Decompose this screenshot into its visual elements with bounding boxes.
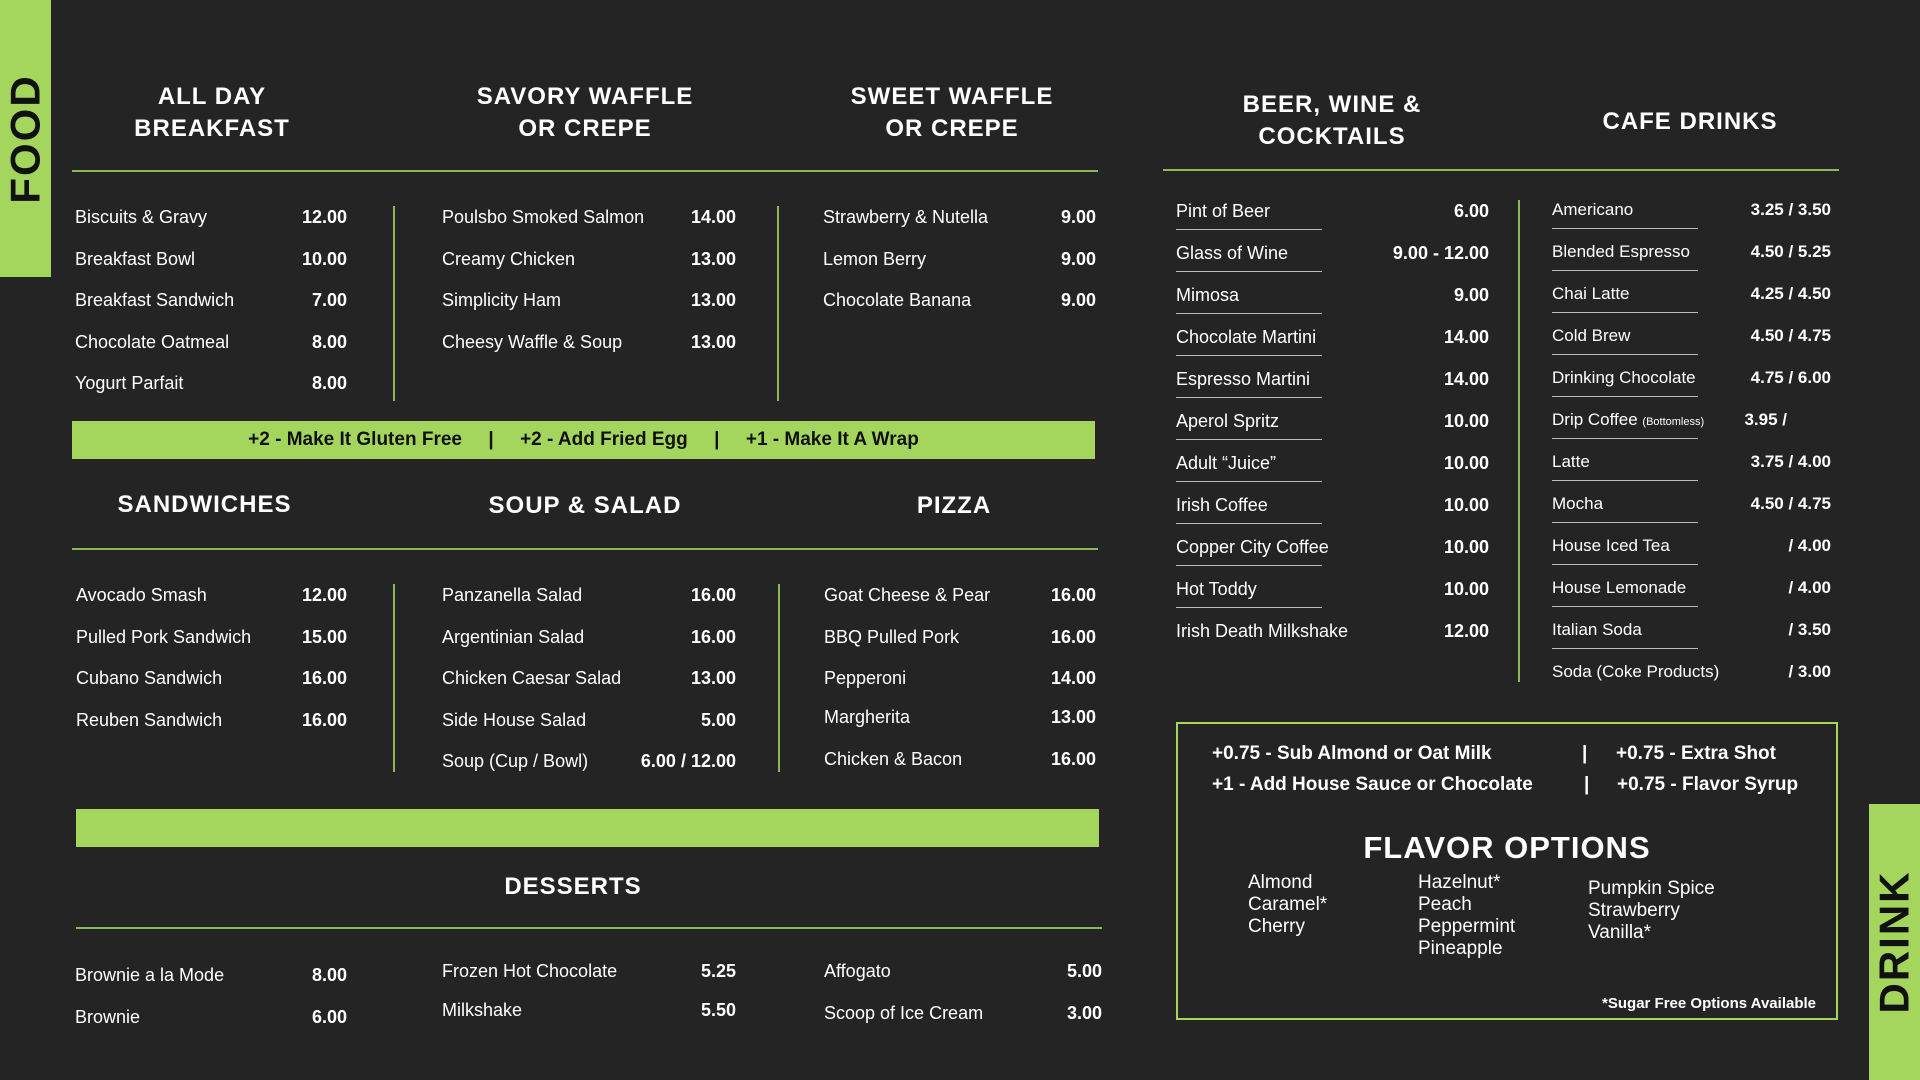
list-item: Chocolate Oatmeal 8.00	[75, 331, 347, 352]
list-beer-wine	[1176, 200, 1489, 662]
list-item: Drinking Chocolate 4.75 / 6.00	[1552, 367, 1831, 409]
list-item: Blended Espresso 4.50 / 5.25	[1552, 241, 1831, 283]
list-item: Chai Latte 4.25 / 4.50	[1552, 283, 1831, 325]
green-banner	[76, 809, 1099, 847]
flavor-item: Cherry	[1248, 916, 1306, 937]
heading-soup-salad: SOUP & SALAD	[488, 492, 682, 519]
list-item: Italian Soda / 3.50	[1552, 619, 1831, 661]
divider-desserts	[76, 927, 1102, 929]
heading-cafe-drinks: CAFE DRINKS	[1602, 108, 1778, 135]
list-desserts-2	[442, 960, 736, 1041]
drink-addons-box	[1176, 722, 1838, 1020]
list-item: Cold Brew 4.50 / 4.75	[1552, 325, 1831, 367]
list-item: Side House Salad 5.00	[442, 709, 736, 730]
list-item: Strawberry & Nutella 9.00	[823, 207, 1096, 227]
list-item: Espresso Martini 14.00	[1176, 368, 1489, 410]
list-item: Hot Toddy 10.00	[1176, 578, 1489, 620]
list-cafe-drinks	[1552, 199, 1831, 703]
addon-milk: +0.75 - Sub Almond or Oat Milk	[1212, 743, 1492, 764]
column-divider	[778, 584, 780, 772]
addon-flavor-syrup: +0.75 - Flavor Syrup	[1617, 774, 1799, 795]
list-item: Yogurt Parfait 8.00	[75, 373, 347, 393]
list-item: Americano 3.25 / 3.50	[1552, 199, 1831, 241]
list-item: Creamy Chicken 13.00	[442, 248, 736, 269]
flavor-item: Caramel*	[1248, 894, 1328, 915]
column-divider	[393, 206, 395, 401]
food-tab: FOOD	[0, 0, 51, 277]
list-item: Milkshake 5.50	[442, 1000, 736, 1020]
list-item: Cubano Sandwich 16.00	[76, 668, 347, 688]
list-pizza	[824, 584, 1096, 789]
list-item: Copper City Coffee 10.00	[1176, 536, 1489, 578]
addon-separator: |	[1582, 743, 1588, 764]
list-item: Irish Death Milkshake 12.00	[1176, 621, 1489, 641]
list-item: Cheesy Waffle & Soup 13.00	[442, 331, 736, 352]
list-item: Reuben Sandwich 16.00	[76, 709, 347, 730]
list-item: Avocado Smash 12.00	[76, 585, 347, 605]
list-item: Mocha 4.50 / 4.75	[1552, 493, 1831, 535]
list-soup-salad	[442, 584, 736, 792]
heading-savory: SAVORY WAFFLE OR CREPE	[476, 83, 694, 142]
divider-drinks	[1163, 169, 1839, 171]
flavor-column-2	[1418, 872, 1515, 960]
list-item: BBQ Pulled Pork 16.00	[824, 626, 1096, 647]
list-item: Adult “Juice” 10.00	[1176, 452, 1489, 494]
heading-beer-wine: BEER, WINE & COCKTAILS	[1242, 91, 1422, 150]
list-item: Brownie a la Mode 8.00	[75, 965, 347, 985]
list-desserts-3	[824, 960, 1102, 1043]
heading-sandwiches: SANDWICHES	[117, 491, 292, 518]
addon-extra-shot: +0.75 - Extra Shot	[1616, 743, 1776, 764]
column-divider	[1518, 200, 1520, 682]
list-item: Chocolate Martini 14.00	[1176, 326, 1489, 368]
list-item: Pulled Pork Sandwich 15.00	[76, 626, 347, 647]
flavor-item: Pineapple	[1418, 938, 1503, 959]
list-item: Panzanella Salad 16.00	[442, 585, 736, 605]
flavor-item: Vanilla*	[1588, 922, 1652, 943]
list-item: Margherita 13.00	[824, 707, 1096, 727]
flavor-item: Peach	[1418, 894, 1472, 915]
list-item: Poulsbo Smoked Salmon 14.00	[442, 207, 736, 227]
list-item: Mimosa 9.00	[1176, 284, 1489, 326]
list-item: Affogato 5.00	[824, 961, 1102, 981]
list-item: Chocolate Banana 9.00	[823, 290, 1096, 310]
addon-separator: |	[1584, 774, 1590, 795]
list-item: Goat Cheese & Pear 16.00	[824, 585, 1096, 605]
flavor-item: Strawberry	[1588, 900, 1680, 921]
list-item: Latte 3.75 / 4.00	[1552, 451, 1831, 493]
list-item: Pepperoni 14.00	[824, 668, 1096, 688]
flavor-item: Peppermint	[1418, 916, 1516, 937]
list-item: Soup (Cup / Bowl) 6.00 / 12.00	[442, 751, 736, 771]
food-addons-bar: +2 - Make It Gluten Free | +2 - Add Fried Egg | +1 - Make It A Wrap	[72, 421, 1095, 459]
list-item: Chicken Caesar Salad 13.00	[442, 668, 736, 688]
column-divider	[393, 584, 395, 772]
heading-pizza: PIZZA	[916, 492, 992, 519]
flavor-item: Pumpkin Spice	[1588, 878, 1715, 899]
list-item: Aperol Spritz 10.00	[1176, 410, 1489, 452]
list-item: Scoop of Ice Cream 3.00	[824, 1002, 1102, 1023]
list-item: Irish Coffee 10.00	[1176, 494, 1489, 536]
list-item: Breakfast Sandwich 7.00	[75, 290, 347, 310]
list-item: Drip Coffee (Bottomless) 3.95 /	[1552, 409, 1831, 451]
list-item: Brownie 6.00	[75, 1006, 347, 1027]
list-item: Biscuits & Gravy 12.00	[75, 207, 347, 227]
flavor-column-3	[1588, 878, 1715, 944]
list-sandwiches	[76, 584, 347, 750]
list-item: Breakfast Bowl 10.00	[75, 248, 347, 269]
addon-sauce: +1 - Add House Sauce or Chocolate	[1212, 774, 1533, 795]
sugar-free-note: *Sugar Free Options Available	[1602, 995, 1816, 1012]
list-item: Pint of Beer 6.00	[1176, 200, 1489, 242]
flavor-item: Almond	[1248, 872, 1313, 893]
list-item: House Lemonade / 4.00	[1552, 577, 1831, 619]
list-breakfast	[75, 206, 347, 414]
list-item: Soda (Coke Products) / 3.00	[1552, 662, 1831, 681]
flavor-item: Hazelnut*	[1418, 872, 1501, 893]
list-item: House Iced Tea / 4.00	[1552, 535, 1831, 577]
flavor-options-title: FLAVOR OPTIONS	[1363, 830, 1651, 865]
heading-breakfast: ALL DAY BREAKFAST	[134, 83, 290, 142]
list-item: Chicken & Bacon 16.00	[824, 748, 1096, 769]
flavor-column-1	[1248, 872, 1327, 938]
list-item: Simplicity Ham 13.00	[442, 290, 736, 310]
list-savory	[442, 206, 736, 372]
heading-desserts: DESSERTS	[504, 873, 642, 900]
column-divider	[777, 206, 779, 401]
divider-middle	[72, 548, 1098, 550]
list-item: Frozen Hot Chocolate 5.25	[442, 961, 736, 981]
heading-sweet: SWEET WAFFLE OR CREPE	[850, 83, 1054, 142]
divider-top	[72, 170, 1098, 172]
list-item: Glass of Wine 9.00 - 12.00	[1176, 242, 1489, 284]
list-desserts-1	[75, 964, 347, 1047]
drink-tab: DRINK	[1869, 804, 1920, 1080]
list-item: Argentinian Salad 16.00	[442, 626, 736, 647]
list-item: Lemon Berry 9.00	[823, 248, 1096, 269]
list-sweet	[823, 206, 1096, 331]
